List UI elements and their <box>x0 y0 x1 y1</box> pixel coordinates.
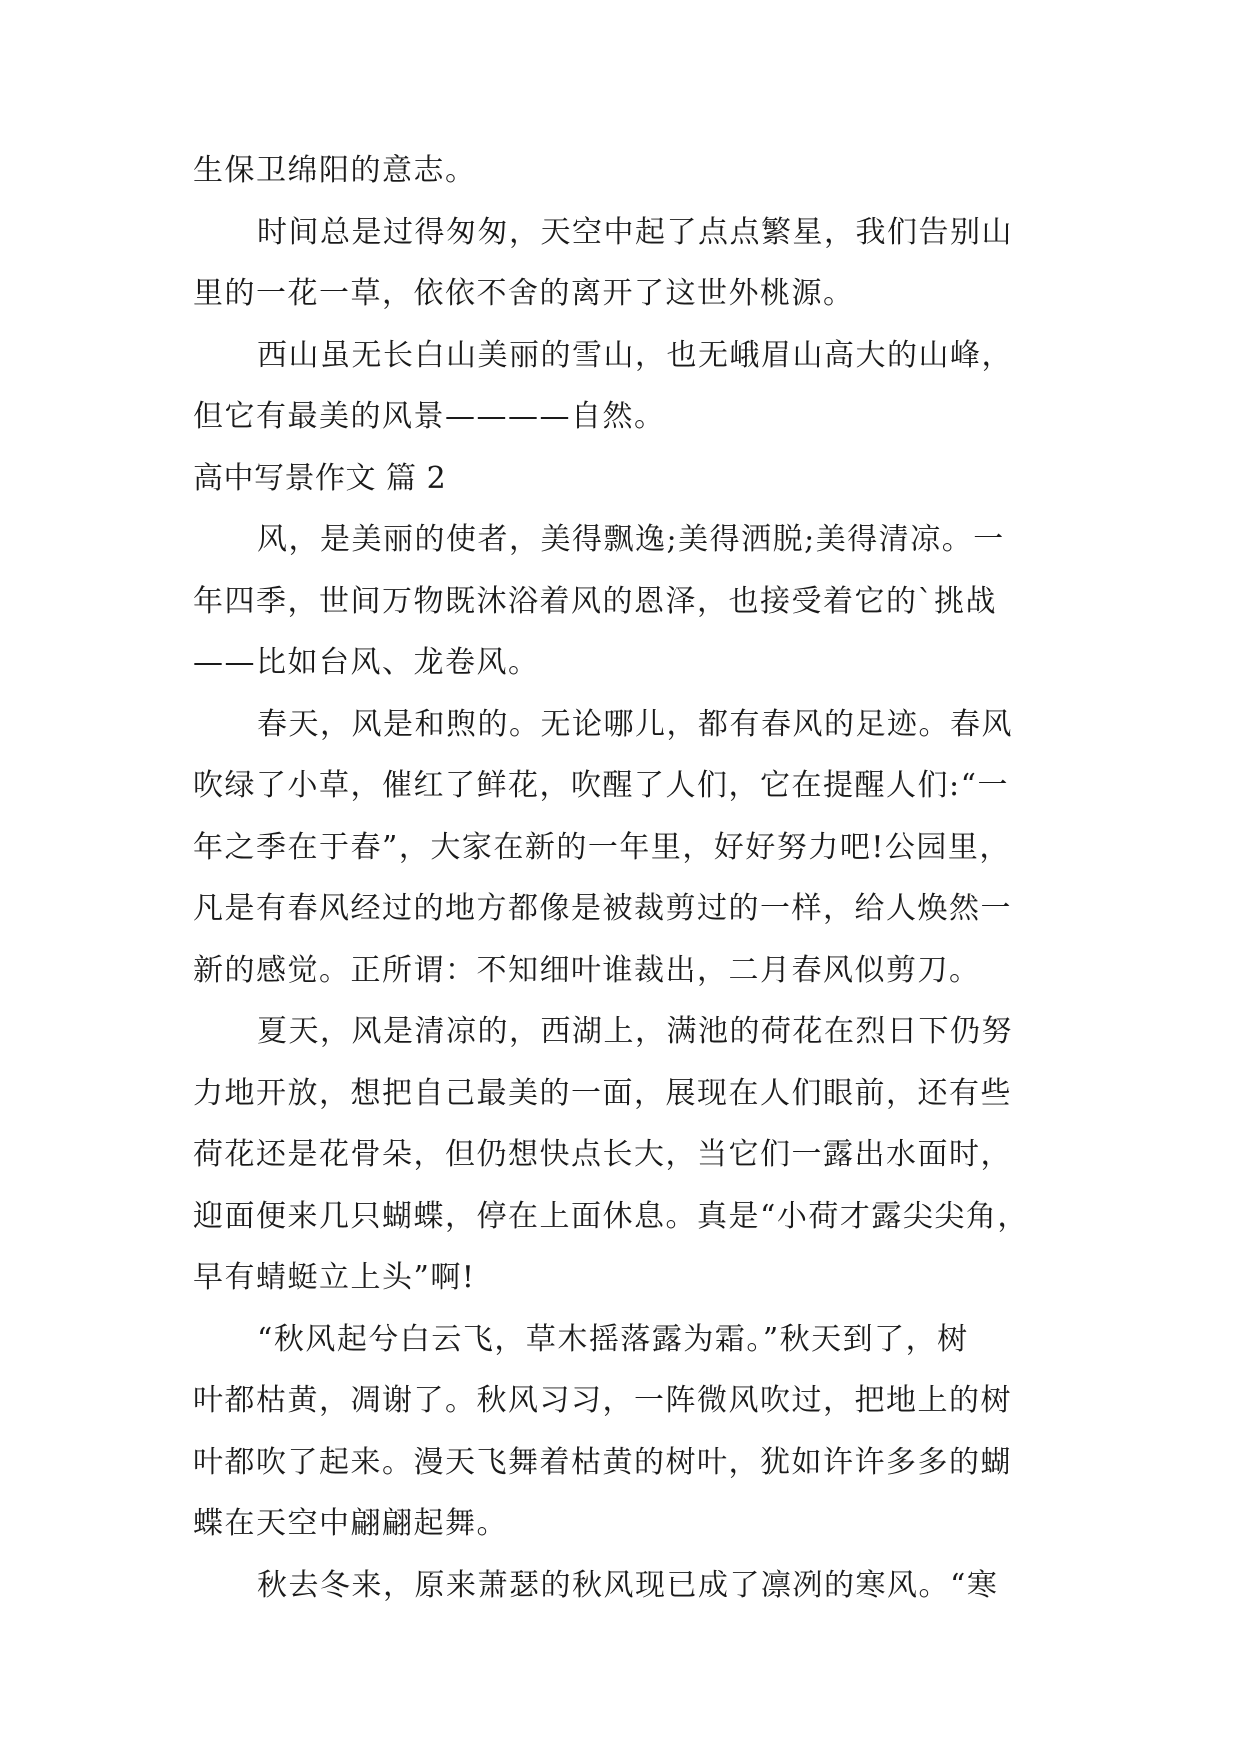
text-line: 叶都枯黄，凋谢了。秋风习习，一阵微风吹过，把地上的树 <box>193 1383 1012 1418</box>
text-line: 里的一花一草，依依不舍的离开了这世外桃源。 <box>193 276 855 311</box>
text-line: 时间总是过得匆匆，天空中起了点点繁星，我们告别山 <box>257 214 1013 250</box>
document-body <box>193 140 1073 1616</box>
text-line: 春天，风是和煦的。无论哪儿，都有春风的足迹。春风 <box>257 706 1013 742</box>
text-line: 凡是有春风经过的地方都像是被裁剪过的一样，给人焕然一 <box>193 891 1012 926</box>
text-line: 但它有最美的风景————自然。 <box>193 399 666 434</box>
text-line: 叶都吹了起来。漫天飞舞着枯黄的树叶，犹如许许多多的蝴 <box>193 1444 1012 1480</box>
text-line: 迎面便来几只蝴蝶，停在上面休息。真是“小荷才露尖尖角， <box>193 1198 1029 1234</box>
text-line: 蝶在天空中翩翩起舞。 <box>193 1506 508 1541</box>
text-line: 新的感觉。正所谓：不知细叶谁裁出，二月春风似剪刀。 <box>193 952 981 988</box>
text-line: 夏天，风是清凉的，西湖上，满池的荷花在烈日下仍努 <box>257 1014 1013 1049</box>
text-line: 年之季在于春”，大家在新的一年里，好好努力吧!公园里， <box>193 829 1011 865</box>
text-line: 秋去冬来，原来萧瑟的秋风现已成了凛冽的寒风。“寒 <box>257 1567 999 1603</box>
text-line: 荷花还是花骨朵，但仍想快点长大，当它们一露出水面时， <box>193 1137 1012 1172</box>
text-line: 吹绿了小草，催红了鲜花，吹醒了人们，它在提醒人们:“一 <box>193 768 1009 803</box>
text-line: 力地开放，想把自己最美的一面，展现在人们眼前，还有些 <box>193 1075 1012 1111</box>
section-heading: 高中写景作文 篇 2 <box>193 460 447 496</box>
text-line: 生保卫绵阳的意志。 <box>193 153 477 188</box>
text-line: 早有蜻蜓立上头”啊! <box>193 1260 476 1295</box>
text-line: “秋风起兮白云飞，草木摇落露为霜。”秋天到了，树 <box>257 1321 969 1357</box>
text-line: 年四季，世间万物既沐浴着风的恩泽，也接受着它的`挑战 <box>193 583 997 619</box>
text-line: 风，是美丽的使者，美得飘逸;美得洒脱;美得清凉。一 <box>257 522 1005 557</box>
text-line: ——比如台风、龙卷风。 <box>193 645 540 680</box>
text-line: 西山虽无长白山美丽的雪山，也无峨眉山高大的山峰， <box>257 337 1013 373</box>
